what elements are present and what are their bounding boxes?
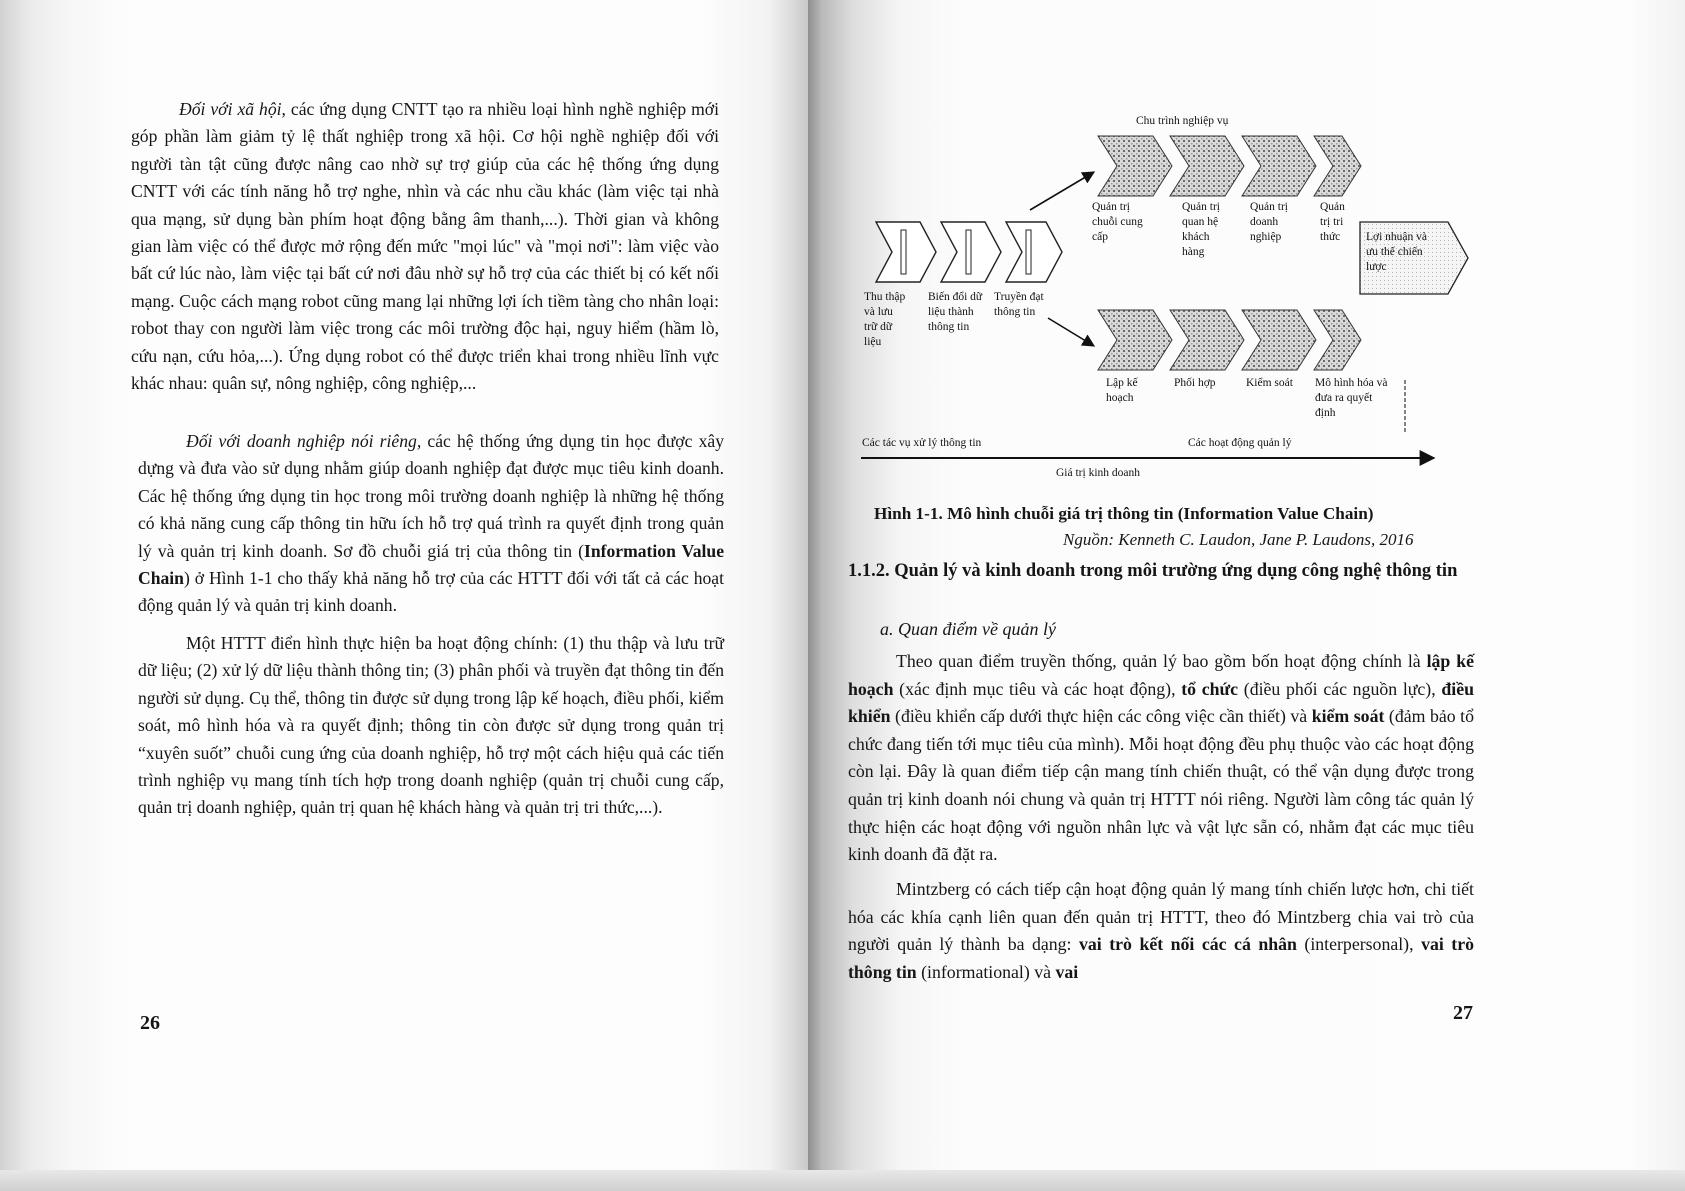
bottom-label-1: Lập kế hoạch bbox=[1106, 377, 1138, 404]
right-para-mintzberg: Mintzberg có cách tiếp cận hoạt động quản lý mang tính chiến lược hơn, chi tiết hóa các khía cạnh liên quan đến quản trị HTTT, theo đó Mintzberg chia vai trò của người quản lý thành ba dạng: vai trò kết nối các cá nhân (interpersonal), vai trò thông tin (informational) và vai bbox=[848, 879, 1474, 982]
right-para-traditional: Theo quan điểm truyền thống, quản lý bao gồm bốn hoạt động chính là lập kế hoạch (xác định mục tiêu và các hoạt động), tổ chức (điều phối các nguồn lực), điều khiển (điều khiển cấp dưới thực hiện các công việc cần thiết) và kiểm soát (đảm bảo tổ chức đang tiến tới mục tiêu của mình). Mỗi hoạt động đều phụ thuộc vào các hoạt động còn lại. Đây là quan điểm tiếp cận mang tính chiến thuật, có thể vận dụng được trong quản trị kinh doanh nói chung và quản trị HTTT nói riêng. Người làm công tác quản lý thực hiện các hoạt động với nguồn nhân lực và vật lực sẵn có, nhằm đạt các mục tiêu kinh doanh đã đặt ra. bbox=[848, 651, 1474, 865]
left-label-3: Truyền đạt thông tin bbox=[994, 291, 1044, 318]
top-chevron-1 bbox=[1098, 136, 1172, 196]
term-interpersonal: vai trò kết nối các cá nhân bbox=[1079, 934, 1297, 955]
left-chevron-2 bbox=[941, 222, 1001, 282]
bottom-label-2: Phối hợp bbox=[1174, 377, 1216, 389]
top-label-1: Quản trị chuỗi cung cấp bbox=[1092, 201, 1143, 243]
bottom-chevron-3 bbox=[1242, 310, 1316, 370]
enterprise-text-a: các hệ thống ứng dụng tin học được xây dựng và đưa vào sử dụng nhằm giúp doanh nghiệp đạt được mục tiêu kinh doanh. Các hệ thống ứng dụng tin học trong môi trường doanh nghiệp là những hệ thống có khả năng cung cấp thông tin hữu ích hỗ trợ quá trình ra quyết định trong quản lý và quản trị kinh doanh. Sơ đồ chuỗi giá trị của thông tin ( bbox=[138, 431, 724, 561]
left-para-htt: Một HTTT điển hình thực hiện ba hoạt động chính: (1) thu thập và lưu trữ dữ liệu; (2) xử lý dữ liệu thành thông tin; (3) phân phối và truyền đạt thông tin đến người sử dụng. Cụ thể, thông tin được sử dụng trong lập kế hoạch, điều phối, kiểm soát, mô hình hóa và ra quyết định; thông tin còn được sử dụng trong quản trị “xuyên suốt” chuỗi cung ứng của doanh nghiệp, hỗ trợ một cách hiệu quả các tiến trình nghiệp vụ mang tính tích hợp trong doanh nghiệp (quản trị chuỗi cung cấp, quản trị doanh nghiệp, quản trị quan hệ khách hàng và quản trị tri thức,...). bbox=[138, 633, 724, 818]
top-label-2: Quản trị quan hệ khách hàng bbox=[1182, 201, 1221, 258]
left-label-1: Thu thập và lưu trữ dữ liệu bbox=[864, 291, 906, 348]
enterprise-lead: Đối với doanh nghiệp nói riêng, bbox=[186, 431, 422, 451]
top-chevron-3 bbox=[1242, 136, 1316, 196]
top-chevron-4 bbox=[1314, 136, 1361, 196]
bottom-label-4: Mô hình hóa và đưa ra quyết định bbox=[1315, 377, 1388, 419]
term-planning: lập kế hoạch bbox=[848, 651, 1474, 699]
figure-top-title: Chu trình nghiệp vụ bbox=[1136, 115, 1229, 127]
left-page-number: 26 bbox=[140, 1012, 160, 1034]
right-page-number: 27 bbox=[1453, 1002, 1473, 1024]
term-informational: vai trò thông tin bbox=[848, 934, 1474, 982]
society-lead: Đối với xã hội, bbox=[179, 99, 286, 119]
top-label-3: Quản trị doanh nghiệp bbox=[1250, 201, 1289, 243]
left-chevron-1 bbox=[876, 222, 936, 282]
left-page bbox=[0, 0, 808, 1191]
value-axis-label: Giá trị kinh doanh bbox=[1056, 467, 1140, 479]
bottom-chevron-4 bbox=[1314, 310, 1361, 370]
top-label-4: Quản trị tri thức bbox=[1320, 201, 1345, 243]
profit-label: Lợi nhuận và ưu thế chiến lược bbox=[1366, 231, 1428, 273]
left-para-enterprise bbox=[138, 428, 724, 620]
figure-caption: Hình 1-1. Mô hình chuỗi giá trị thông tin (Information Value Chain) bbox=[874, 504, 1374, 523]
bottom-chevron-1 bbox=[1098, 310, 1172, 370]
left-label-2: Biến đổi dữ liệu thành thông tin bbox=[928, 291, 983, 333]
term-role: vai bbox=[1055, 961, 1079, 982]
book-bottom-edge bbox=[0, 1170, 1685, 1191]
society-text: các ứng dụng CNTT tạo ra nhiều loại hình nghề nghiệp mới góp phần làm giảm tỷ lệ thất nghiệp trong xã hội. Cơ hội nghề nghiệp đối với người tàn tật cũng được nâng cao nhờ sự trợ giúp của các hệ thống ứng dụng CNTT với các tính năng hỗ trợ nghe, nhìn và các nhu cầu khác (làm việc tại nhà qua mạng, sử dụng bàn phím hoạt động bằng âm thanh,...). Thời gian và không gian làm việc có thể được mở rộng đến mức "mọi lúc" và "mọi nơi": làm việc vào bất cứ lúc nào, làm việc tại bất cứ nơi đâu nhờ sự hỗ trợ của các thiết bị có kết nối mạng. Cuộc cách mạng robot cũng mang lại những lợi ích tiềm tàng cho nhân loại: robot thay con người làm việc trong các môi trường độc hại, nguy hiểm (hầm lò, cứu nạn, cứu hỏa,...). Ứng dụng robot có thể được triển khai trong nhiều lĩnh vực khác nhau: quân sự, nông nghiệp, công nghiệp,... bbox=[131, 99, 719, 394]
arrow-to-business bbox=[1030, 172, 1094, 210]
left-section-label: Các tác vụ xử lý thông tin bbox=[862, 437, 982, 449]
arrow-to-management bbox=[1048, 318, 1094, 346]
left-para-society bbox=[131, 96, 719, 397]
term-organizing: tổ chức bbox=[1181, 678, 1239, 699]
section-heading: 1.1.2. Quản lý và kinh doanh trong môi trường ứng dụng công nghệ thông tin bbox=[848, 561, 1458, 581]
term-monitoring: kiểm soát bbox=[1311, 706, 1385, 727]
top-chevron-2 bbox=[1170, 136, 1244, 196]
enterprise-bold: Information Value Chain bbox=[138, 540, 725, 589]
enterprise-text-b: ) ở Hình 1-1 cho thấy khả năng hỗ trợ của các HTTT đối với tất cả các hoạt động quản lý và quản trị kinh doanh. bbox=[138, 568, 724, 616]
subsection-heading: a. Quan điểm về quản lý bbox=[880, 619, 1056, 639]
figure-source: Nguồn: Kenneth C. Laudon, Jane P. Laudons, 2016 bbox=[1063, 530, 1414, 549]
bottom-label-3: Kiểm soát bbox=[1246, 377, 1293, 389]
right-page bbox=[808, 0, 1685, 1191]
term-controlling: điều khiển bbox=[848, 678, 1474, 727]
bottom-chevron-2 bbox=[1170, 310, 1244, 370]
left-chevron-3 bbox=[1006, 222, 1062, 282]
right-section-label: Các hoạt động quản lý bbox=[1188, 437, 1292, 449]
